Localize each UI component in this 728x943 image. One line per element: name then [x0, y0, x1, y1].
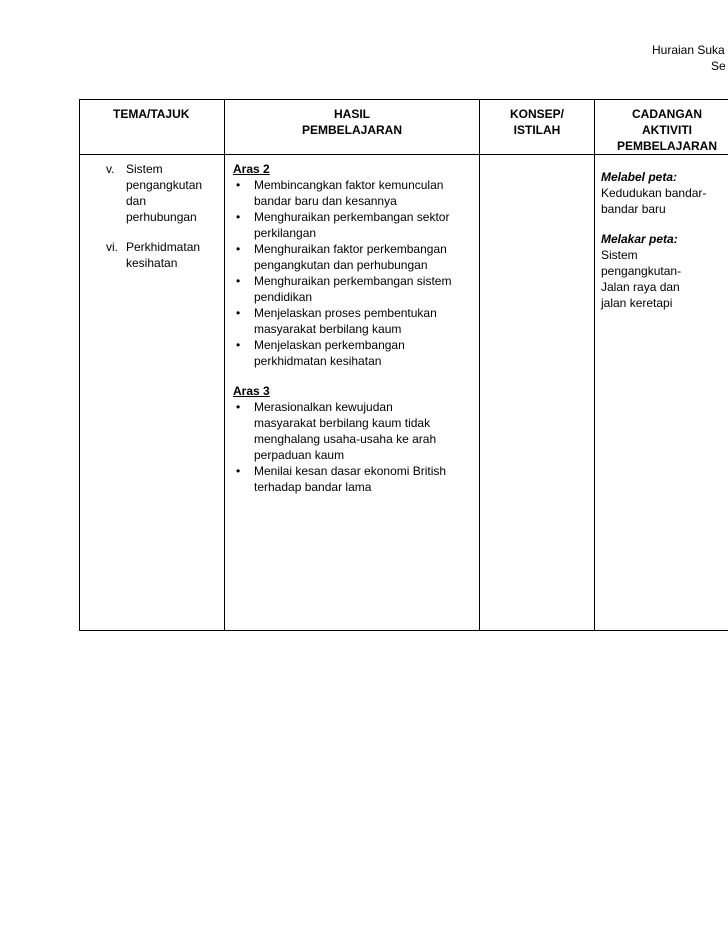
- aras-3-heading: Aras 3: [233, 384, 270, 398]
- activity-line: Sistem: [601, 248, 638, 262]
- list-item-line: masyarakat berbilang kaum tidak: [254, 416, 431, 430]
- table-header-row: [80, 100, 728, 155]
- activity-title: Melabel peta:: [601, 170, 678, 184]
- tema-item-line: dan: [126, 194, 147, 208]
- tema-item-line: kesihatan: [126, 256, 178, 270]
- aktiviti-cell: [595, 155, 728, 631]
- tema-cell: [80, 155, 225, 631]
- list-item-line: pengangkutan dan perhubungan: [254, 258, 428, 272]
- document-header-title: Huraian Suka: [652, 43, 725, 57]
- bullet-icon: •: [236, 242, 241, 256]
- list-item-line: Menghuraikan perkembangan sistem: [254, 274, 452, 288]
- table-body-row: [80, 155, 728, 631]
- col-header-konsep-line2: ISTILAH: [513, 123, 561, 137]
- col-header-konsep-line1: KONSEP/: [509, 107, 564, 121]
- list-item: [233, 399, 475, 463]
- col-header-hasil: [225, 100, 480, 155]
- aras-2-list: [233, 177, 475, 369]
- activity-line: jalan keretapi: [601, 296, 673, 310]
- list-item-line: bandar baru dan kesannya: [254, 194, 397, 208]
- bullet-icon: •: [236, 306, 241, 320]
- activity-line: bandar baru: [601, 202, 666, 216]
- list-item-line: Membincangkan faktor kemunculan: [254, 178, 444, 192]
- list-item: [233, 305, 475, 337]
- document-header-subtitle: Se: [711, 59, 726, 73]
- list-item-line: perkilangan: [254, 226, 317, 240]
- list-item-line: Merasionalkan kewujudan: [254, 400, 393, 414]
- aras-2-heading: Aras 2: [233, 162, 270, 176]
- col-header-konsep: [480, 100, 595, 155]
- list-item: [233, 273, 475, 305]
- list-item-line: pendidikan: [254, 290, 313, 304]
- activity-line: Kedudukan bandar-: [601, 186, 707, 200]
- aras-3-list: [233, 399, 475, 495]
- list-item-line: perpaduan kaum: [254, 448, 345, 462]
- tema-item-line: perhubungan: [126, 210, 197, 224]
- tema-item-line: pengangkutan: [126, 178, 203, 192]
- tema-item-line: Perkhidmatan: [126, 240, 201, 254]
- col-header-cadangan-line1: CADANGAN: [632, 107, 702, 121]
- konsep-cell: [480, 155, 595, 631]
- list-item-line: Menilai kesan dasar ekonomi British: [254, 464, 447, 478]
- list-item-line: Menjelaskan proses pembentukan: [254, 306, 437, 320]
- activity-line: Jalan raya dan: [601, 280, 680, 294]
- hasil-cell: [225, 155, 480, 631]
- col-header-hasil-line2: PEMBELAJARAN: [301, 123, 402, 137]
- col-header-cadangan: [595, 100, 728, 155]
- list-item-line: Menghuraikan perkembangan sektor: [254, 210, 450, 224]
- tema-item-number: v.: [106, 162, 115, 176]
- list-item: [233, 463, 475, 495]
- list-item: [233, 241, 475, 273]
- bullet-icon: •: [236, 464, 241, 478]
- list-item-line: Menghuraikan faktor perkembangan: [254, 242, 447, 256]
- list-item: [233, 209, 475, 241]
- bullet-icon: •: [236, 178, 241, 192]
- list-item-line: menghalang usaha-usaha ke arah: [254, 432, 437, 446]
- activity-title: Melakar peta:: [601, 232, 678, 246]
- list-item: [233, 337, 475, 369]
- activity-line: pengangkutan-: [601, 264, 682, 278]
- list-item-line: perkhidmatan kesihatan: [254, 354, 382, 368]
- col-header-tema: TEMA/TAJUK: [80, 100, 225, 155]
- list-item-line: masyarakat berbilang kaum: [254, 322, 402, 336]
- bullet-icon: •: [236, 400, 241, 414]
- list-item-line: terhadap bandar lama: [254, 480, 372, 494]
- bullet-icon: •: [236, 274, 241, 288]
- bullet-icon: •: [236, 210, 241, 224]
- tema-item-line: Sistem: [126, 162, 163, 176]
- tema-item: [106, 239, 220, 271]
- tema-item-number: vi.: [106, 240, 118, 254]
- col-header-hasil-line1: HASIL: [334, 107, 370, 121]
- col-header-cadangan-line2: AKTIVITI: [642, 123, 692, 137]
- list-item: [233, 177, 475, 209]
- syllabus-table: [79, 99, 728, 631]
- bullet-icon: •: [236, 338, 241, 352]
- tema-item: [106, 161, 220, 225]
- col-header-cadangan-line3: PEMBELAJARAN: [616, 139, 717, 153]
- list-item-line: Menjelaskan perkembangan: [254, 338, 405, 352]
